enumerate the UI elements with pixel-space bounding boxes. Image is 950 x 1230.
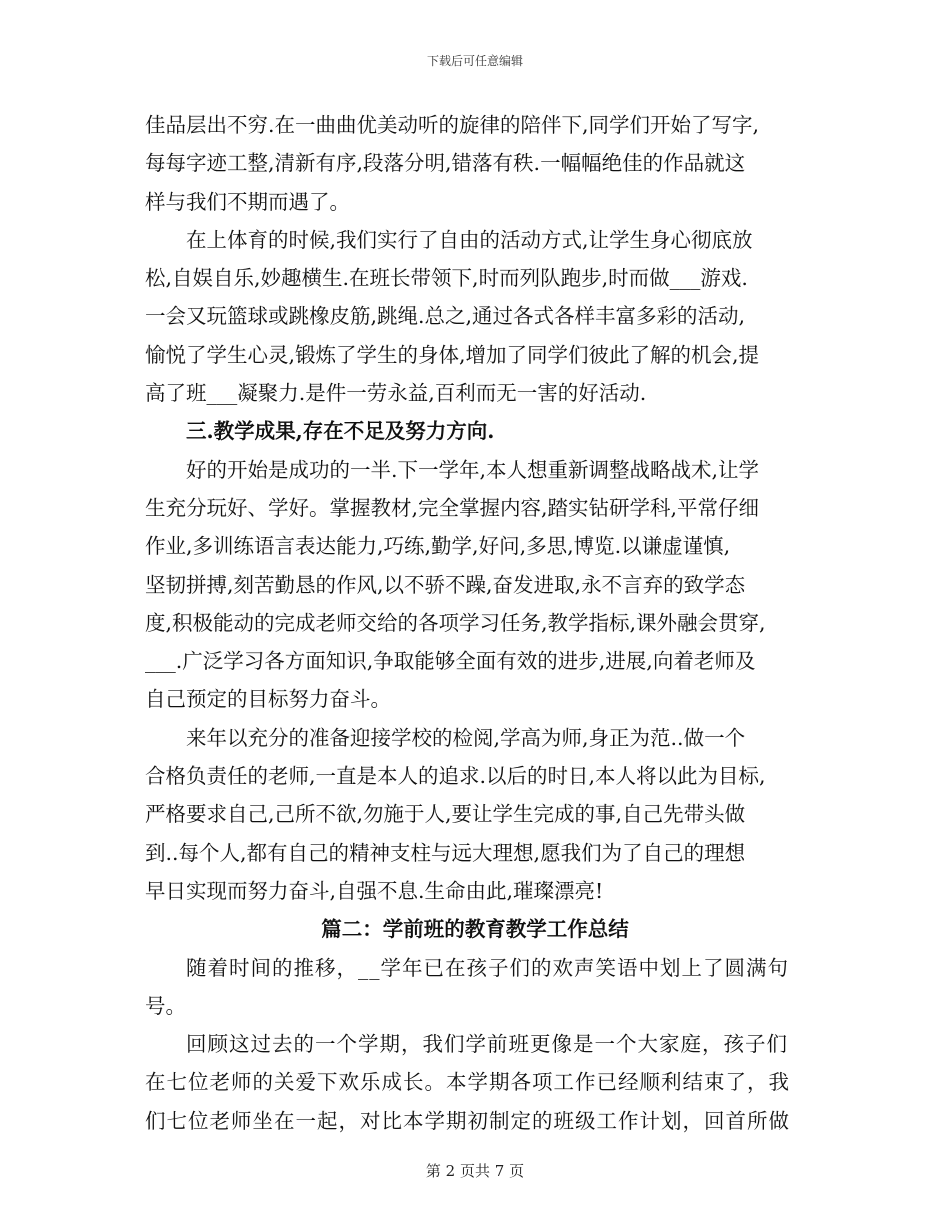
text-line: 坚韧拼搏,刻苦勤恳的作风,以不骄不躁,奋发进取,永不言弃的致学态 (145, 572, 746, 597)
text-line: ___.广泛学习各方面知识,争取能够全面有效的进步,进展,向着老师及 (145, 649, 756, 674)
section-heading: 三.教学成果,存在不足及努力方向. (186, 419, 495, 444)
document-body (145, 106, 805, 1140)
paragraph-start: 在上体育的时候,我们实行了自由的活动方式,让学生身心彻底放 (186, 227, 753, 252)
text-line: 到..每个人,都有自己的精神支柱与远大理想,愿我们为了自己的理想 (145, 840, 746, 865)
text-line: 号。 (145, 993, 186, 1018)
text-line: 度,积极能动的完成老师交给的各项学习任务,教学指标,课外融会贯穿, (145, 610, 766, 635)
text-line: 高了班___凝聚力.是件一劳永益,百利而无一害的好活动. (145, 381, 647, 406)
text-line: 佳品层出不穷.在一曲曲优美动听的旋律的陪伴下,同学们开始了写字, (145, 113, 760, 137)
text-line: 愉悦了学生心灵,锻炼了学生的身体,增加了同学们彼此了解的机会,提 (145, 342, 760, 367)
page-header: 下载后可任意编辑 (426, 54, 523, 68)
text-line: 早日实现而努力奋斗,自强不息.生命由此,璀璨漂亮! (145, 878, 604, 903)
text-line: 在七位老师的关爱下欢乐成长。本学期各项工作已经顺利结束了，我 (145, 1070, 790, 1095)
text-line: 松,自娱自乐,妙趣横生.在班长带领下,时而列队跑步,时而做___游戏. (145, 266, 748, 291)
text-line: 们七位老师坐在一起，对比本学期初制定的班级工作计划，回首所做 (145, 1108, 790, 1133)
text-line: 合格负责任的老师,一直是本人的追求.以后的时日,本人将以此为目标, (145, 764, 766, 789)
article-title: 篇二：学前班的教育教学工作总结 (321, 917, 629, 942)
paragraph-start: 随着时间的推移，__学年已在孩子们的欢声笑语中划上了圆满句 (186, 955, 789, 980)
text-line: 自己预定的目标努力奋斗。 (145, 687, 391, 712)
page-footer: 第 2 页共 7 页 (425, 1162, 525, 1180)
paragraph-start: 回顾这过去的一个学期，我们学前班更像是一个大家庭，孩子们 (186, 1032, 788, 1057)
text-line: 一会又玩篮球或跳橡皮筋,跳绳.总之,通过各式各样丰富多彩的活动, (145, 304, 746, 329)
text-line: 样与我们不期而遇了。 (145, 189, 350, 214)
text-line: 作业,多训练语言表达能力,巧练,勤学,好问,多思,博览.以谦虚谨慎, (145, 534, 731, 559)
paragraph-start: 来年以充分的准备迎接学校的检阅,学高为师,身正为范..做一个 (186, 725, 746, 750)
text-line: 生充分玩好、学好。掌握教材,完全掌握内容,踏实钻研学科,平常仔细 (145, 495, 760, 520)
paragraph-start: 好的开始是成功的一半.下一学年,本人想重新调整战略战术,让学 (186, 457, 760, 482)
text-line: 每每字迹工整,清新有序,段落分明,错落有秩.一幅幅绝佳的作品就这 (145, 151, 746, 176)
text-line: 严格要求自己,己所不欲,勿施于人,要让学生完成的事,自己先带头做 (145, 802, 746, 827)
